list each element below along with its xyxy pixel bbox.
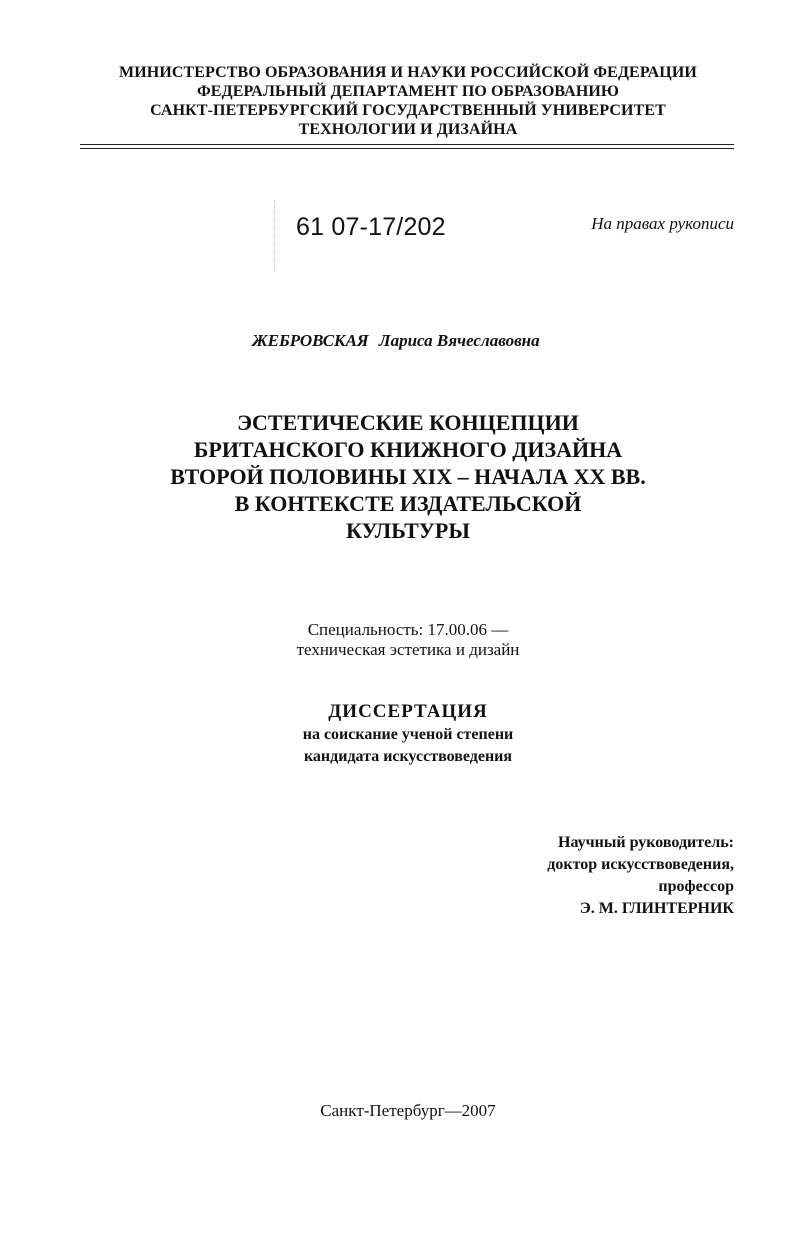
- header-line-university: САНКТ-ПЕТЕРБУРГСКИЙ ГОСУДАРСТВЕННЫЙ УНИВЕРСИТЕТ: [150, 102, 666, 119]
- title-line: ВТОРОЙ ПОЛОВИНЫ XIX – НАЧАЛА XX ВВ.: [170, 464, 646, 489]
- title-line: БРИТАНСКОГО КНИЖНОГО ДИЗАЙНА: [193, 437, 623, 462]
- catalog-number: 61 07-17/202: [296, 213, 446, 241]
- dissertation-block: [150, 700, 666, 768]
- specialty-block: [150, 620, 666, 660]
- title-line: КУЛЬТУРЫ: [346, 518, 470, 543]
- margin-mark: [274, 200, 276, 270]
- header-line-university-cont: ТЕХНОЛОГИИ И ДИЗАЙНА: [298, 121, 518, 138]
- header-rule-bottom: [80, 148, 734, 149]
- degree-line: кандидата искусствоведения: [303, 748, 513, 765]
- header-line-department: ФЕДЕРАЛЬНЫЙ ДЕПАРТАМЕНТ ПО ОБРАЗОВАНИЮ: [196, 83, 620, 100]
- supervisor-rank: профессор: [658, 878, 734, 895]
- degree-line: на соискание ученой степени: [302, 726, 514, 743]
- author-given-names: Лариса Вячеславовна: [378, 331, 540, 350]
- specialty-code: Специальность: 17.00.06 —: [307, 620, 509, 639]
- author-name: [252, 331, 540, 351]
- author-surname: ЖЕБРОВСКАЯ: [252, 331, 369, 350]
- rights-note: На правах рукописи: [591, 214, 734, 233]
- title-line: ЭСТЕТИЧЕСКИЕ КОНЦЕПЦИИ: [237, 410, 579, 435]
- supervisor-label: Научный руководитель:: [558, 834, 734, 851]
- title-line: В КОНТЕКСТЕ ИЗДАТЕЛЬСКОЙ: [234, 491, 582, 516]
- header-line-ministry: МИНИСТЕРСТВО ОБРАЗОВАНИЯ И НАУКИ РОССИЙСКОЙ ФЕДЕРАЦИИ: [119, 64, 697, 81]
- dissertation-heading: ДИССЕРТАЦИЯ: [328, 701, 488, 722]
- dissertation-title: [100, 409, 716, 544]
- supervisor-degree: доктор искусствоведения,: [547, 856, 734, 873]
- place-year: Санкт-Петербург—2007: [320, 1101, 496, 1120]
- supervisor-name: Э. М. ГЛИНТЕРНИК: [579, 900, 734, 917]
- header-rule-top: [80, 144, 734, 145]
- institution-header: [60, 63, 756, 139]
- specialty-name: техническая эстетика и дизайн: [296, 640, 520, 659]
- supervisor-block: [547, 832, 734, 920]
